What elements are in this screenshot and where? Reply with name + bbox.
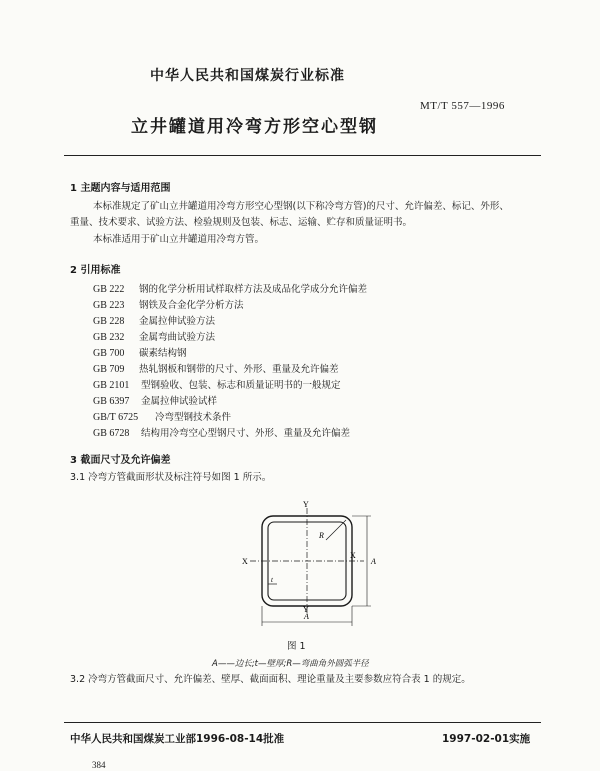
reference-code: GB 6728 — [93, 428, 130, 439]
figure-label-y-bottom: Y — [303, 605, 309, 614]
section-1-paragraph-line-2: 重量、技术要求、试验方法、检验规则及包装、标志、运输、贮存和质量证明书。 — [70, 217, 413, 228]
reference-title: 热轧钢板和钢带的尺寸、外形、重量及允许偏差 — [139, 364, 339, 375]
reference-title: 结构用冷弯空心型钢尺寸、外形、重量及允许偏差 — [141, 428, 351, 439]
reference-code: GB 2101 — [93, 380, 130, 391]
section-1-scope-paragraph: 本标准适用于矿山立井罐道用冷弯方管。 — [93, 234, 265, 245]
figure-label-y-top: Y — [303, 500, 309, 509]
section-1-heading: 1 主题内容与适用范围 — [70, 183, 171, 194]
issuing-organization: 中华人民共和国煤炭行业标准 — [150, 68, 345, 84]
reference-code: GB 709 — [93, 364, 125, 375]
reference-item — [93, 329, 215, 343]
section-1-paragraph-line-1: 本标准规定了矿山立井罐道用冷弯方形空心型钢(以下称冷弯方管)的尺寸、允许偏差、标记、外形、 — [93, 201, 509, 212]
figure-label-a-bottom: A — [304, 612, 309, 621]
header-rule — [64, 155, 541, 156]
reference-item — [93, 393, 217, 407]
page-number: 384 — [92, 760, 106, 770]
standard-number: MT/T 557—1996 — [420, 100, 505, 112]
reference-item — [93, 425, 350, 439]
reference-title: 碳素结构钢 — [139, 348, 187, 359]
reference-code: GB 222 — [93, 284, 125, 295]
radius-leader — [326, 520, 346, 540]
figure-1-legend: A——边长;t—壁厚;R—弯曲角外圆弧半径 — [212, 659, 369, 669]
reference-item — [93, 409, 231, 423]
reference-title: 金属弯曲试验方法 — [139, 332, 216, 343]
figure-label-x-left: X — [242, 557, 248, 566]
figure-label-a-right: A — [371, 557, 376, 566]
footer-rule — [64, 722, 541, 723]
reference-title: 金属拉伸试验试样 — [141, 396, 218, 407]
figure-label-t: t — [271, 576, 273, 584]
figure-1-caption: 图 1 — [287, 641, 306, 652]
section-2-heading: 2 引用标准 — [70, 265, 121, 276]
reference-item — [93, 345, 187, 359]
effective-date: 1997-02-01实施 — [442, 733, 531, 745]
reference-title: 钢铁及合金化学分析方法 — [139, 300, 244, 311]
reference-title: 冷弯型钢技术条件 — [155, 412, 232, 423]
reference-title: 钢的化学分析用试样取样方法及成品化学成分允许偏差 — [139, 284, 368, 295]
reference-code: GB 228 — [93, 316, 125, 327]
approval-notice: 中华人民共和国煤炭工业部1996-08-14批准 — [70, 733, 285, 745]
reference-code: GB/T 6725 — [93, 412, 139, 423]
reference-code: GB 6397 — [93, 396, 130, 407]
reference-item — [93, 281, 367, 295]
section-3-heading: 3 截面尺寸及允许偏差 — [70, 455, 171, 466]
figure-label-r: R — [319, 531, 324, 540]
reference-code: GB 223 — [93, 300, 125, 311]
document-title: 立井罐道用冷弯方形空心型钢 — [131, 117, 378, 137]
reference-item — [93, 313, 215, 327]
section-3-2-paragraph: 3.2 冷弯方管截面尺寸、允许偏差、壁厚、截面面积、理论重量及主要参数应符合表 1 的规定。 — [70, 674, 471, 685]
reference-code: GB 700 — [93, 348, 125, 359]
reference-title: 金属拉伸试验方法 — [139, 316, 216, 327]
section-3-1-paragraph: 3.1 冷弯方管截面形状及标注符号如图 1 所示。 — [70, 472, 272, 483]
reference-code: GB 232 — [93, 332, 125, 343]
reference-item — [93, 377, 341, 391]
figure-1-cross-section — [225, 498, 395, 632]
reference-item — [93, 361, 339, 375]
reference-item — [93, 297, 244, 311]
figure-label-x-right: X — [350, 551, 356, 560]
reference-title: 型钢验收、包装、标志和质量证明书的一般规定 — [141, 380, 341, 391]
